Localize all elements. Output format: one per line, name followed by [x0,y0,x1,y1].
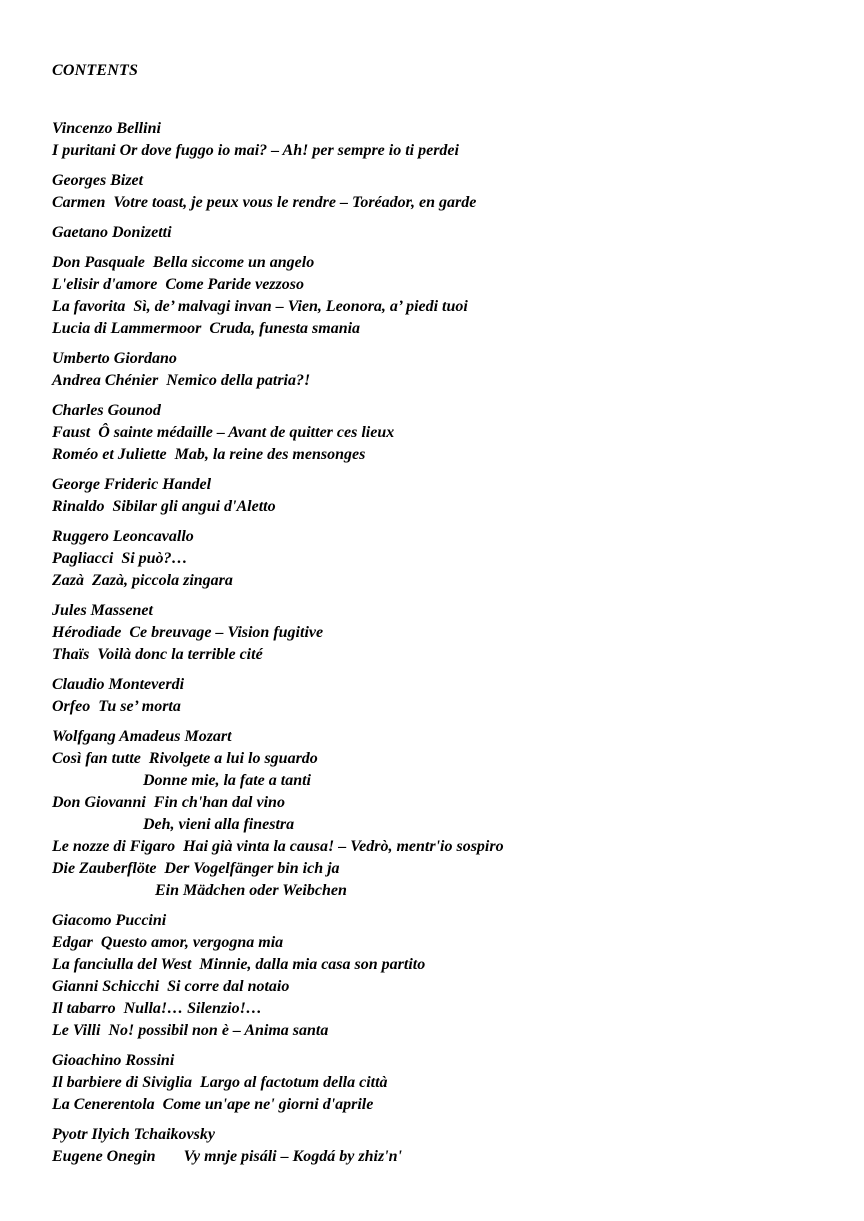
composer-name: George Frideric Handel [52,476,212,493]
composer-section [52,1124,834,1168]
toc-entry: Le Villi No! possibil non è – Anima santa [52,1022,329,1039]
toc-entry: Andrea Chénier Nemico della patria?! [52,372,311,389]
toc-entry: Donne mie, la fate a tanti [143,772,311,789]
composer-name: Jules Massenet [52,602,153,619]
composer-name: Charles Gounod [52,402,161,419]
toc-sections [52,118,834,1168]
toc-entry: Il barbiere di Siviglia Largo al factotum della città [52,1074,388,1091]
toc-entry: La fanciulla del West Minnie, dalla mia casa son partito [52,956,426,973]
composer-section [52,222,834,340]
toc-entry: Don Pasquale Bella siccome un angelo [52,254,315,271]
toc-entry: Così fan tutte Rivolgete a lui lo sguardo [52,750,318,767]
composer-name: Ruggero Leoncavallo [52,528,194,545]
composer-section [52,910,834,1042]
toc-entry: L'elisir d'amore Come Paride vezzoso [52,276,304,293]
toc-entry: La Cenerentola Come un'ape ne' giorni d'aprile [52,1096,374,1113]
toc-entry: Il tabarro Nulla!… Silenzio!… [52,1000,262,1017]
composer-section [52,600,834,666]
composer-name: Georges Bizet [52,172,144,189]
toc-entry: Zazà Zazà, piccola zingara [52,572,233,589]
composer-section [52,170,834,214]
composer-name: Giacomo Puccini [52,912,167,929]
composer-section [52,674,834,718]
composer-section [52,348,834,392]
composer-section [52,1050,834,1116]
page-title: CONTENTS [52,62,139,79]
composer-section [52,726,834,902]
toc-entry: Orfeo Tu se’ morta [52,698,181,715]
toc-entry: Die Zauberflöte Der Vogelfänger bin ich ja [52,860,340,877]
toc-entry: Deh, vieni alla finestra [143,816,295,833]
toc-entry: Edgar Questo amor, vergogna mia [52,934,284,951]
toc-entry: Hérodiade Ce breuvage – Vision fugitive [52,624,324,641]
toc-entry: Rinaldo Sibilar gli angui d'Aletto [52,498,276,515]
toc-entry: Pagliacci Si può?… [52,550,188,567]
toc-entry: Thaïs Voilà donc la terrible cité [52,646,263,663]
composer-section [52,400,834,466]
composer-name: Umberto Giordano [52,350,177,367]
composer-name: Wolfgang Amadeus Mozart [52,728,232,745]
composer-section [52,526,834,592]
composer-section [52,474,834,518]
toc-entry: Faust Ô sainte médaille – Avant de quitter ces lieux [52,424,395,441]
toc-entry: Eugene Onegin Vy mnje pisáli – Kogdá by zhiz'n' [52,1148,402,1165]
toc-entry: Gianni Schicchi Si corre dal notaio [52,978,290,995]
toc-entry: Ein Mädchen oder Weibchen [155,882,347,899]
toc-entry: Lucia di Lammermoor Cruda, funesta smania [52,320,361,337]
composer-name: Vincenzo Bellini [52,120,161,137]
toc-entry: Don Giovanni Fin ch'han dal vino [52,794,285,811]
composer-name: Claudio Monteverdi [52,676,185,693]
toc-entry: Roméo et Juliette Mab, la reine des mensonges [52,446,366,463]
toc-entry: Le nozze di Figaro Hai già vinta la causa! – Vedrò, mentr'io sospiro [52,838,504,855]
composer-section [52,118,834,162]
composer-name: Gioachino Rossini [52,1052,175,1069]
composer-name: Gaetano Donizetti [52,224,172,241]
composer-name: Pyotr Ilyich Tchaikovsky [52,1126,215,1143]
toc-entry: La favorita Sì, de’ malvagi invan – Vien, Leonora, a’ piedi tuoi [52,298,468,315]
toc-entry: I puritani Or dove fuggo io mai? – Ah! per sempre io ti perdei [52,142,459,159]
toc-entry: Carmen Votre toast, je peux vous le rendre – Toréador, en garde [52,194,477,211]
